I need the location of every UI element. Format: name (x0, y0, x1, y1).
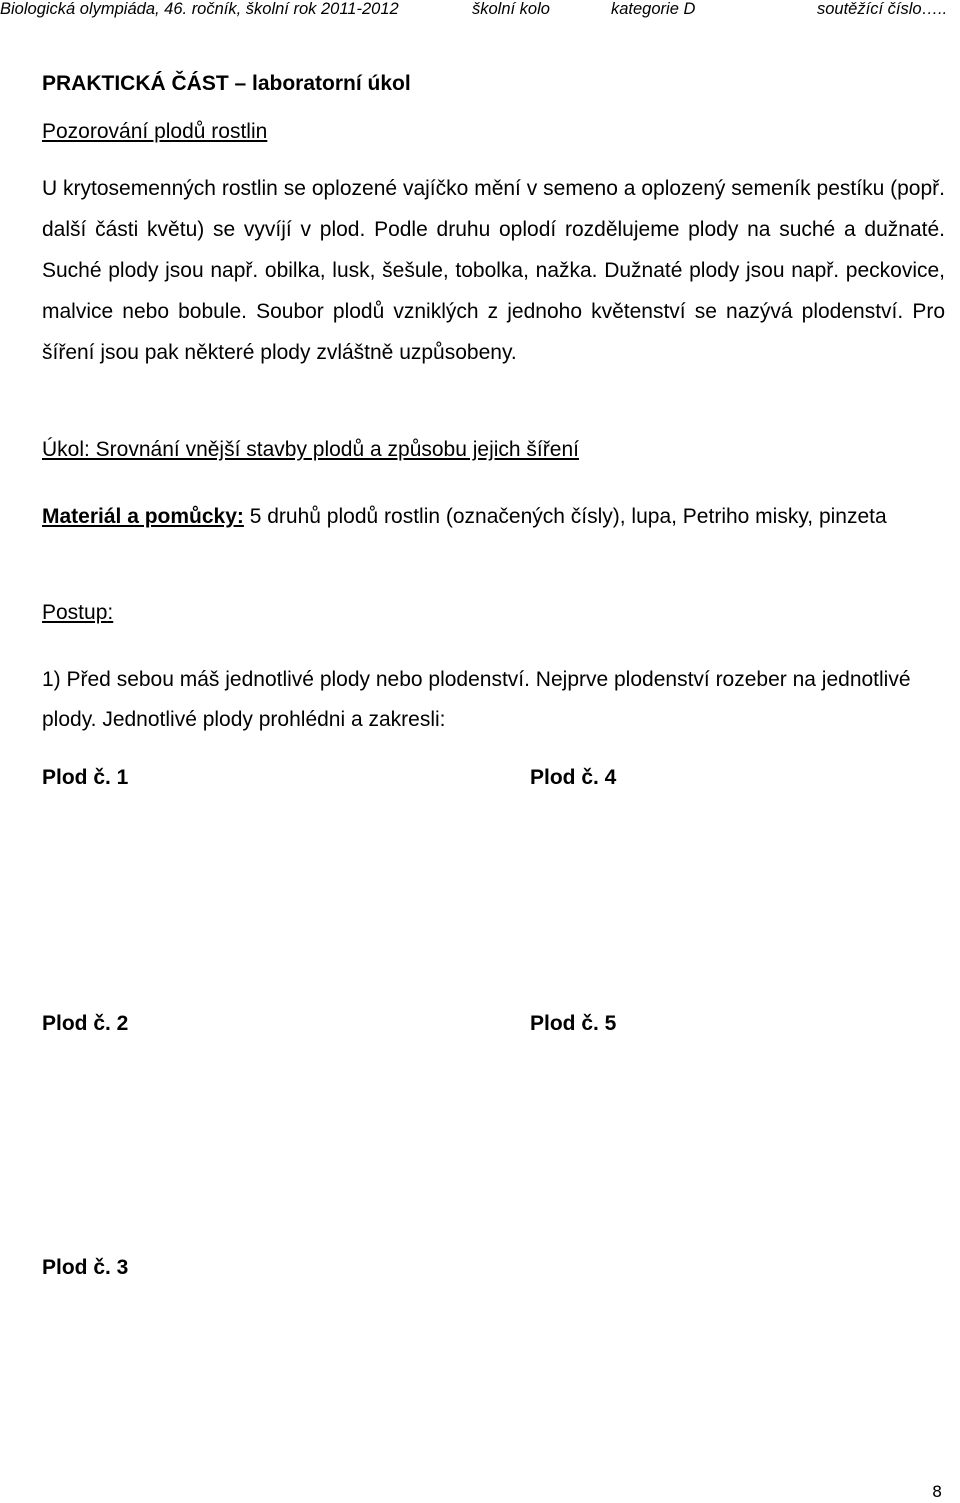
step-1-text: 1) Před sebou máš jednotlivé plody nebo plodenství. Nejprve plodenství rozeber na jednotlivé plody. Jednotlivé plody prohlédni a zakresli: (42, 668, 911, 731)
page-number: 8 (932, 1482, 943, 1501)
header-category: kategorie D (611, 0, 696, 18)
fruit-2-label: Plod č. 2 (42, 1012, 129, 1035)
materials-text: 5 druhů plodů rostlin (označených čísly), lupa, Petriho misky, pinzeta (243, 505, 887, 528)
fruit-5-label: Plod č. 5 (530, 1012, 617, 1035)
page-header (0, 0, 960, 22)
section-subtitle: Pozorování plodů rostlin (42, 120, 268, 143)
intro-paragraph: U krytosemenných rostlin se oplozené vajíčko mění v semeno a oplozený semeník pestíku (popř. další části květu) se vyvíjí v plod. Podle druhu oplodí rozdělujeme plody na suché a dužnaté. Suché plody jsou např. obilka, lusk, šešule, tobolka, nažka. Dužnaté plody jsou např. peckovice, malvice nebo bobule. Soubor plodů vzniklých z jednoho květenství se nazývá plodenství. Pro šíření jsou pak některé plody zvláštně uzpůsobeny. (42, 177, 945, 364)
section-title: PRAKTICKÁ ČÁST – laboratorní úkol (42, 72, 411, 95)
procedure-label: Postup (42, 601, 108, 624)
materials-paragraph (42, 497, 945, 537)
header-contestant-number: soutěžící číslo….. (817, 0, 948, 18)
header-round: školní kolo (472, 0, 550, 18)
materials-label: Materiál a pomůcky: (42, 505, 244, 528)
fruit-3-label: Plod č. 3 (42, 1256, 129, 1279)
task-heading: Úkol: Srovnání vnější stavby plodů a způsobu jejich šíření (42, 438, 579, 461)
header-olympiad: Biologická olympiáda, 46. ročník, školní rok 2011-2012 (0, 0, 399, 18)
procedure-heading (42, 601, 113, 625)
procedure-colon: : (107, 601, 114, 624)
fruit-1-label: Plod č. 1 (42, 766, 129, 789)
fruit-4-label: Plod č. 4 (530, 766, 617, 789)
